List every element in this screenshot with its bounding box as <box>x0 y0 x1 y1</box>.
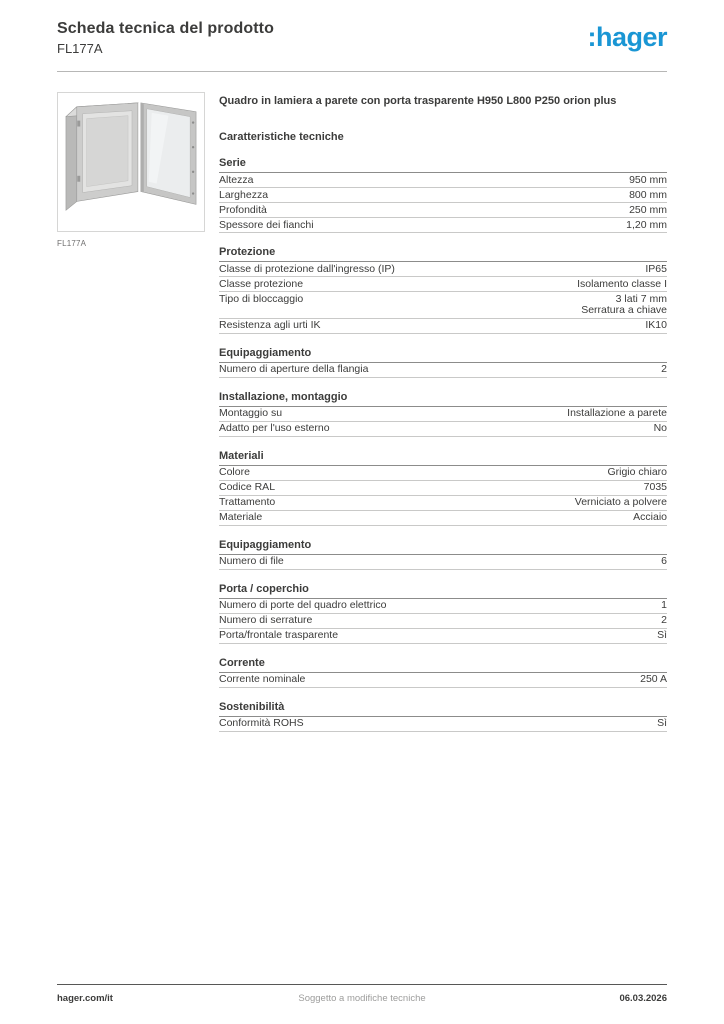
spec-section-title: Equipaggiamento <box>219 347 667 363</box>
page-footer <box>57 984 667 1004</box>
footer-notice: Soggetto a modifiche tecniche <box>298 993 426 1004</box>
spec-row-label: Conformità ROHS <box>219 717 304 729</box>
spec-row-label: Materiale <box>219 511 263 523</box>
footer-website-link[interactable]: hager.com/it <box>57 993 113 1004</box>
spec-row <box>219 481 667 496</box>
spec-row-value: Acciaio <box>633 511 667 523</box>
title-block <box>57 20 274 56</box>
product-image <box>57 92 205 232</box>
page-title: Scheda tecnica del prodotto <box>57 20 274 37</box>
spec-row <box>219 277 667 292</box>
spec-row-value: 7035 <box>643 481 667 493</box>
spec-row-value: 2 <box>661 363 667 375</box>
spec-row-label: Numero di serrature <box>219 614 313 626</box>
spec-row-label: Larghezza <box>219 188 269 201</box>
spec-section-title: Porta / coperchio <box>219 583 667 599</box>
spec-section-title: Corrente <box>219 657 667 673</box>
spec-column <box>219 95 667 732</box>
spec-row-value: 250 mm <box>629 203 667 216</box>
spec-section <box>219 157 667 233</box>
spec-row <box>219 511 667 526</box>
spec-row-label: Colore <box>219 466 250 478</box>
product-description: Quadro in lamiera a parete con porta trasparente H950 L800 P250 orion plus <box>219 95 617 107</box>
spec-section-title: Materiali <box>219 450 667 466</box>
spec-row <box>219 407 667 422</box>
spec-row <box>219 717 667 732</box>
spec-row-value: 250 A <box>640 673 667 685</box>
spec-section <box>219 701 667 732</box>
spec-row-label: Numero di file <box>219 555 284 567</box>
spec-section <box>219 583 667 644</box>
spec-row-value: No <box>653 422 667 434</box>
product-code: FL177A <box>57 41 103 56</box>
spec-row-label: Trattamento <box>219 496 276 508</box>
spec-row <box>219 218 667 233</box>
spec-row-label: Classe protezione <box>219 277 304 290</box>
spec-row <box>219 262 667 277</box>
spec-section <box>219 657 667 688</box>
spec-row-label: Resistenza agli urti IK <box>219 319 321 331</box>
spec-row <box>219 319 667 334</box>
spec-row-label: Spessore dei fianchi <box>219 218 314 231</box>
spec-row-label: Numero di porte del quadro elettrico <box>219 599 387 611</box>
spec-row-value: 2 <box>661 614 667 626</box>
characteristics-heading: Caratteristiche tecniche <box>219 131 344 143</box>
spec-row-value: Sì <box>657 629 667 641</box>
spec-row-value: 6 <box>661 555 667 567</box>
spec-row-label: Tipo di bloccaggio <box>219 292 304 305</box>
spec-row-label: Adatto per l'uso esterno <box>219 422 330 434</box>
spec-row-label: Porta/frontale trasparente <box>219 629 339 641</box>
spec-row <box>219 466 667 481</box>
page-header <box>57 20 667 56</box>
spec-row <box>219 496 667 511</box>
spec-row-value <box>581 294 667 317</box>
spec-row-label: Corrente nominale <box>219 673 306 685</box>
spec-section <box>219 246 667 334</box>
spec-row-label: Numero di aperture della flangia <box>219 363 369 375</box>
spec-row-value: 800 mm <box>629 188 667 201</box>
spec-row <box>219 673 667 688</box>
spec-row <box>219 599 667 614</box>
spec-row-value-line: 3 lati 7 mm <box>615 292 667 305</box>
spec-row-label: Classe di protezione dall'ingresso (IP) <box>219 262 395 275</box>
spec-row-label: Codice RAL <box>219 481 276 493</box>
spec-row <box>219 363 667 378</box>
spec-row-label: Montaggio su <box>219 407 283 419</box>
spec-row <box>219 173 667 188</box>
hager-logo: :hager <box>587 22 667 52</box>
spec-row-value: Installazione a parete <box>567 407 667 419</box>
spec-row <box>219 555 667 570</box>
product-image-caption: FL177A <box>57 239 87 248</box>
spec-section-title: Equipaggiamento <box>219 539 667 555</box>
spec-section <box>219 391 667 437</box>
header-divider <box>57 71 667 72</box>
spec-row <box>219 629 667 644</box>
spec-section <box>219 347 667 378</box>
spec-row-value: 950 mm <box>629 173 667 186</box>
spec-row-value: IK10 <box>645 319 667 331</box>
spec-row-value: Grigio chiaro <box>607 466 667 478</box>
spec-row <box>219 188 667 203</box>
spec-section <box>219 450 667 526</box>
product-image-column <box>57 92 205 248</box>
spec-section-title: Protezione <box>219 246 667 262</box>
spec-row <box>219 614 667 629</box>
spec-row-value: Sì <box>657 717 667 729</box>
spec-section-title: Installazione, montaggio <box>219 391 667 407</box>
enclosure-illustration <box>58 93 204 231</box>
spec-row-value-line: Serratura a chiave <box>581 304 667 316</box>
spec-row <box>219 422 667 437</box>
spec-row-label: Profondità <box>219 203 267 216</box>
spec-section <box>219 539 667 570</box>
spec-row-value: IP65 <box>645 262 667 275</box>
spec-row-value: Isolamento classe I <box>577 277 667 290</box>
spec-row-value: 1,20 mm <box>626 218 667 231</box>
spec-section-title: Sostenibilità <box>219 701 667 717</box>
spec-row <box>219 203 667 218</box>
spec-row-value: Verniciato a polvere <box>574 496 667 508</box>
footer-date: 06.03.2026 <box>619 993 667 1004</box>
spec-row <box>219 292 667 319</box>
spec-section-title: Serie <box>219 157 667 173</box>
spec-row-value: 1 <box>661 599 667 611</box>
spec-row-label: Altezza <box>219 173 254 186</box>
spec-sections <box>219 157 667 732</box>
